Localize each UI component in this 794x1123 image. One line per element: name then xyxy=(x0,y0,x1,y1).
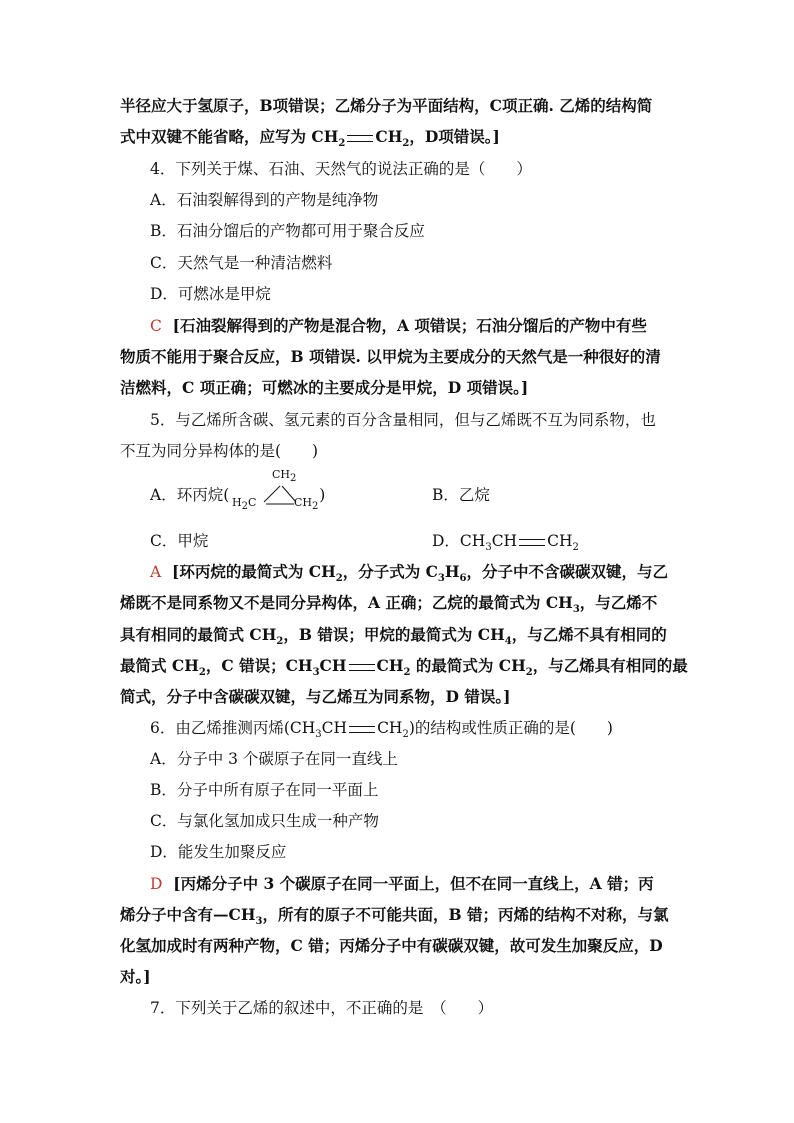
cyclo-top-label: $CH_2$ xyxy=(272,468,297,485)
question-5-option-b: B．乙烷 xyxy=(432,486,490,504)
question-5-explanation-line-4: 最简式 $CH_2$，C 错误；$CH_3CH$ $CH_2$ 的最简式为 $CH_2$，与乙烯具有相同的最 xyxy=(120,656,688,679)
question-6-stem: 6．由乙烯推测丙烯($CH_3CH$ $CH_2$)的结构或性质正确的是( ) xyxy=(150,719,613,741)
cyclo-left-label: $H_2C$ xyxy=(232,496,257,513)
prev-answer-line-2: 式中双键不能省略，应写为 $CH_2$ $CH_2$，D项错误。] xyxy=(120,127,500,150)
question-6-option-d: D．能发生加聚反应 xyxy=(150,843,287,861)
cyclo-right-label: $CH_2$ xyxy=(294,496,319,513)
question-5-option-c: C．甲烷 xyxy=(150,532,209,550)
question-6-option-c: C．与氯化氢加成只生成一种产物 xyxy=(150,812,379,830)
answer-letter: A xyxy=(150,563,162,581)
question-6-explanation-line-3: 化氢加成时有两种产物，C 错；丙烯分子中有碳碳双键，故可发生加聚反应，D xyxy=(120,936,663,955)
question-4-option-d: D．可燃冰是甲烷 xyxy=(150,285,271,303)
question-7-stem: 7．下列关于乙烯的叙述中，不正确的是 （ ） xyxy=(150,999,494,1017)
question-6-option-b: B．分子中所有原子在同一平面上 xyxy=(150,781,379,799)
question-5-explanation-line-2: 烯既不是同系物又不是同分异构体，A 正确；乙烷的最简式为 $CH_3$，与乙烯不 xyxy=(120,593,658,616)
question-4-option-b: B．石油分馏后的产物都可用于聚合反应 xyxy=(150,222,425,240)
question-5-explanation-line-3: 具有相同的最简式 $CH_2$，B 错误；甲烷的最简式为 $CH_4$，与乙烯不具有相同的 xyxy=(120,625,667,648)
question-5-option-a: A．环丙烷( ) xyxy=(150,486,326,504)
question-6-explanation-line-4: 对。] xyxy=(120,967,151,986)
question-4-explanation-line-2: 物质不能用于聚合反应，B 项错误. 以甲烷为主要成分的天然气是一种很好的清 xyxy=(120,347,661,366)
question-6-option-a: A．分子中 3 个碳原子在同一直线上 xyxy=(150,750,398,768)
question-5-option-d: D．$CH_3CH$ $CH_2$ xyxy=(432,532,579,554)
question-6-explanation-line-1: D [丙烯分子中 3 个碳原子在同一平面上，但不在同一直线上，A 错；丙 xyxy=(150,874,654,893)
question-5-stem-line-1: 5．与乙烯所含碳、氢元素的百分含量相同，但与乙烯既不互为同系物，也 xyxy=(150,411,656,429)
question-4-explanation-line-3: 洁燃料，C 项正确；可燃冰的主要成分是甲烷，D 项错误。] xyxy=(120,378,529,397)
question-4-option-a: A．石油裂解得到的产物是纯净物 xyxy=(150,191,379,209)
question-5-stem-line-2: 不互为同分异构体的是( ) xyxy=(120,442,319,460)
answer-letter: C xyxy=(150,317,162,335)
question-4-explanation-line-1: C [石油裂解得到的产物是混合物，A 项错误；石油分馏后的产物中有些 xyxy=(150,316,647,335)
double-bond-symbol xyxy=(347,135,373,142)
cyclopropane-structure xyxy=(226,466,326,518)
prev-answer-line-1: 半径应大于氢原子，B项错误；乙烯分子为平面结构，C项正确. 乙烯的结构简 xyxy=(120,96,653,115)
answer-letter: D xyxy=(150,875,163,893)
question-4-stem: 4．下列关于煤、石油、天然气的说法正确的是（ ） xyxy=(150,160,532,178)
question-5-explanation-line-5: 简式，分子中含碳碳双键，与乙烯互为同系物，D 错误。] xyxy=(120,687,511,706)
question-6-explanation-line-2: 烯分子中含有$—CH_3$，所有的原子不可能共面，B 错；丙烯的结构不对称，与氯 xyxy=(120,905,669,928)
question-5-explanation-line-1: A [环丙烷的最简式为 $CH_2$，分子式为 $C_3H_6$，分子中不含碳碳双键，与乙 xyxy=(150,562,669,585)
question-4-option-c: C．天然气是一种清洁燃料 xyxy=(150,254,333,272)
